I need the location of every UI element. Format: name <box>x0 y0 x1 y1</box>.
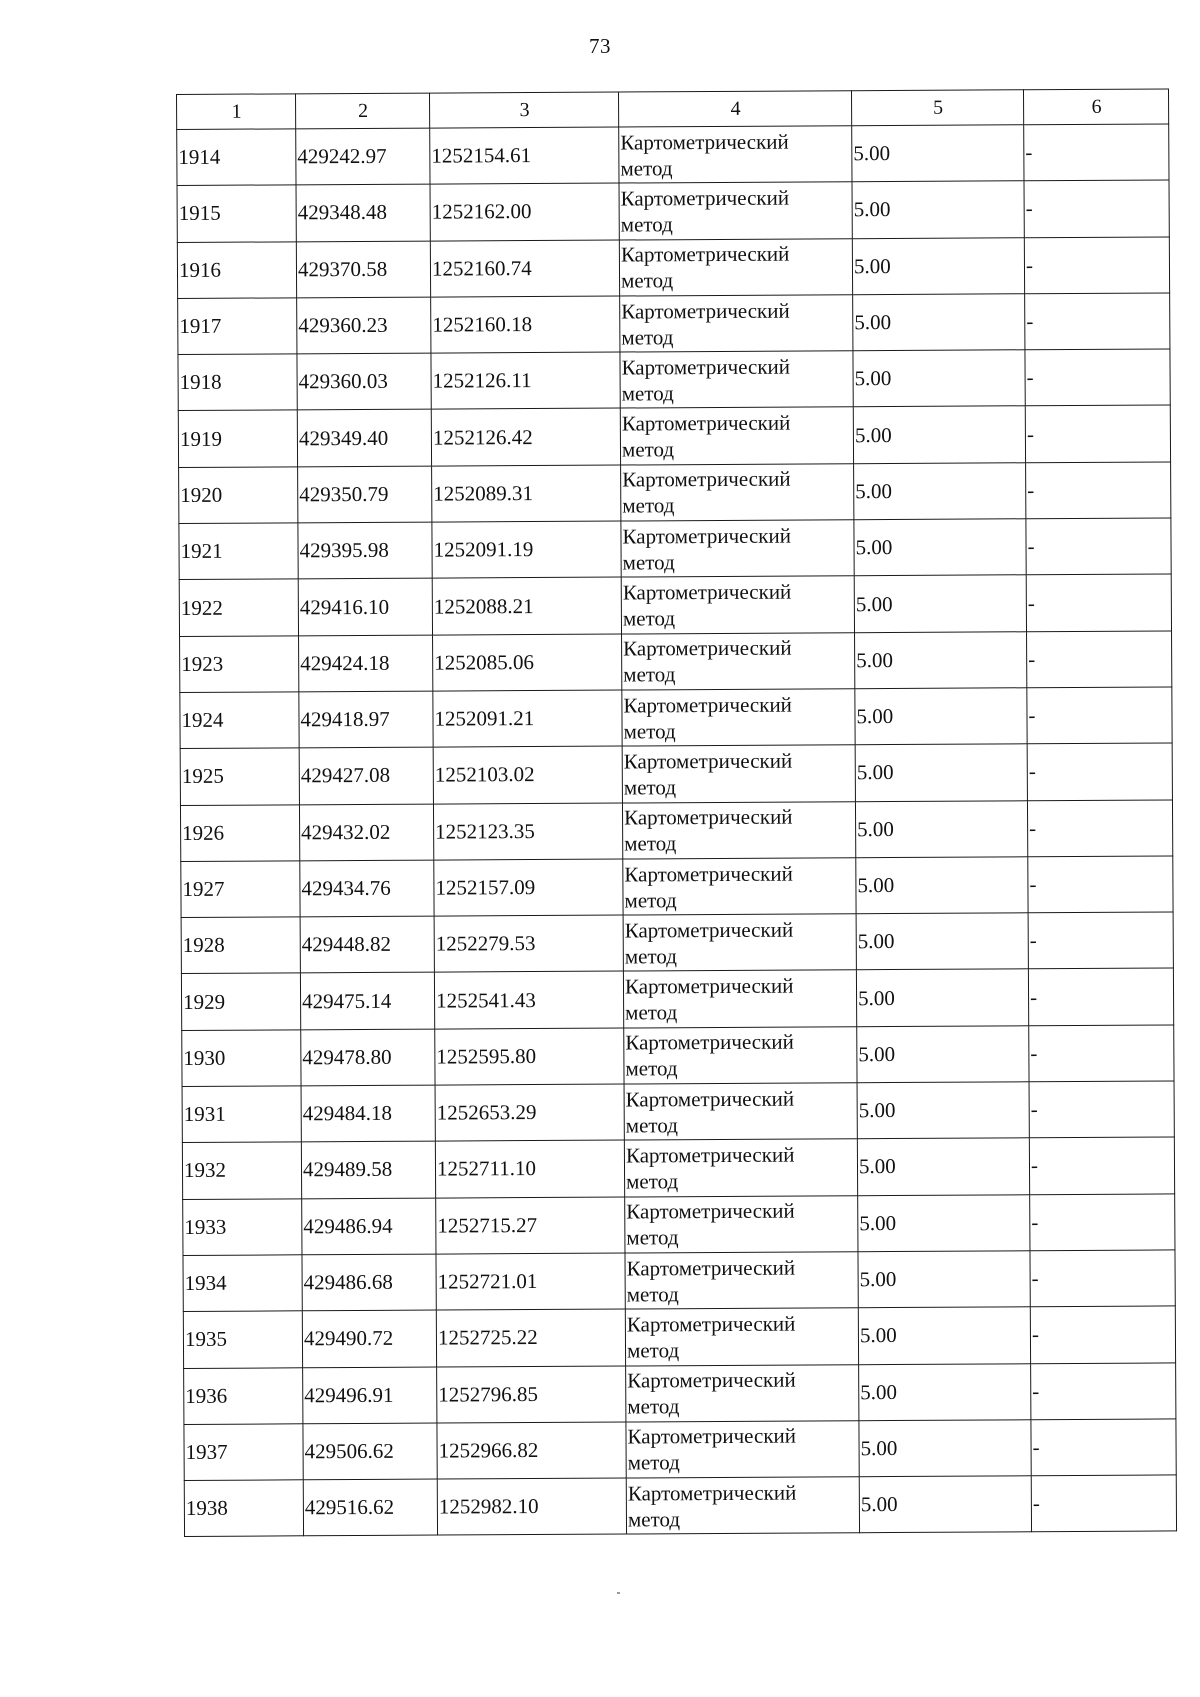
table-row <box>177 237 1169 299</box>
x-coordinate-cell: 429360.03 <box>297 353 431 410</box>
method-cell <box>623 858 856 916</box>
method-cell <box>622 632 855 690</box>
table-row <box>183 1306 1175 1368</box>
note-cell: - <box>1026 574 1171 631</box>
x-coordinate-cell: 429395.98 <box>298 522 432 579</box>
method-cell <box>625 1195 858 1253</box>
method-cell <box>620 295 853 353</box>
method-line-2: метод <box>626 1281 679 1307</box>
column-header: 4 <box>618 91 851 127</box>
y-coordinate-cell: 1252711.10 <box>435 1140 624 1197</box>
accuracy-cell: 5.00 <box>856 969 1028 1026</box>
x-coordinate-cell: 429418.97 <box>299 691 433 748</box>
accuracy-cell: 5.00 <box>853 406 1025 463</box>
table-row <box>180 743 1172 805</box>
table-row <box>179 518 1171 580</box>
column-header: 1 <box>177 94 296 130</box>
method-line-2: метод <box>627 1450 680 1475</box>
method-line-2: метод <box>622 493 675 518</box>
accuracy-cell: 5.00 <box>857 1138 1029 1195</box>
y-coordinate-cell: 1252595.80 <box>435 1028 624 1085</box>
method-line-2: метод <box>625 1056 678 1081</box>
method-line-1: Картометрический <box>621 354 791 380</box>
point-number-cell: 1926 <box>180 804 299 861</box>
point-number-cell: 1914 <box>177 129 296 186</box>
column-header: 6 <box>1023 89 1168 125</box>
method-line-2: метод <box>621 324 674 350</box>
method-line-1: Картометрический <box>621 298 790 324</box>
table-row <box>181 912 1173 974</box>
note-cell: - <box>1030 1194 1175 1251</box>
table-row <box>178 349 1170 411</box>
method-cell <box>626 1477 859 1535</box>
method-line-2: метод <box>627 1506 681 1532</box>
accuracy-cell: 5.00 <box>853 350 1025 407</box>
table-row <box>180 687 1172 749</box>
x-coordinate-cell: 429489.58 <box>301 1141 435 1198</box>
method-cell <box>626 1364 859 1422</box>
method-line-1: Картометрический <box>622 579 792 605</box>
method-line-2: метод <box>626 1338 680 1363</box>
y-coordinate-cell: 1252085.06 <box>433 634 622 691</box>
note-cell: - <box>1029 1025 1174 1082</box>
y-coordinate-cell: 1252157.09 <box>434 859 623 916</box>
y-coordinate-cell: 1252103.02 <box>433 746 622 803</box>
table-row <box>181 968 1173 1030</box>
method-line-1: Картометрический <box>626 1198 795 1224</box>
note-cell: - <box>1027 800 1172 857</box>
note-cell: - <box>1029 1081 1174 1138</box>
method-line-1: Картометрический <box>623 692 792 718</box>
table-row <box>184 1362 1176 1424</box>
point-number-cell: 1938 <box>184 1480 303 1537</box>
method-cell <box>621 520 854 578</box>
x-coordinate-cell: 429242.97 <box>296 128 430 185</box>
y-coordinate-cell: 1252089.31 <box>432 465 621 522</box>
table-row <box>178 293 1170 355</box>
method-line-2: метод <box>621 381 674 406</box>
note-cell: - <box>1028 968 1173 1025</box>
method-line-1: Картометрический <box>623 748 793 774</box>
note-cell: - <box>1027 631 1172 688</box>
coordinates-table <box>176 88 1177 1537</box>
accuracy-cell: 5.00 <box>855 631 1027 688</box>
point-number-cell: 1916 <box>177 241 296 298</box>
column-header: 5 <box>851 90 1023 126</box>
method-line-1: Картометрический <box>623 804 793 830</box>
note-cell: - <box>1026 462 1171 519</box>
method-line-1: Картометрический <box>625 1029 794 1055</box>
method-line-1: Картометрический <box>620 185 790 211</box>
method-line-1: Картометрический <box>627 1367 796 1393</box>
x-coordinate-cell: 429486.68 <box>302 1254 436 1311</box>
accuracy-cell: 5.00 <box>855 744 1027 801</box>
note-cell: - <box>1024 180 1169 237</box>
method-cell <box>625 1308 858 1366</box>
table-row <box>180 631 1172 693</box>
method-line-1: Картометрический <box>621 410 791 436</box>
point-number-cell: 1921 <box>179 523 298 580</box>
x-coordinate-cell: 429475.14 <box>300 973 434 1030</box>
accuracy-cell: 5.00 <box>854 463 1026 520</box>
x-coordinate-cell: 429360.23 <box>297 297 431 354</box>
method-line-2: метод <box>624 887 677 913</box>
point-number-cell: 1923 <box>180 635 299 692</box>
y-coordinate-cell: 1252982.10 <box>437 1478 626 1535</box>
accuracy-cell: 5.00 <box>859 1363 1031 1420</box>
x-coordinate-cell: 429478.80 <box>301 1029 435 1086</box>
y-coordinate-cell: 1252721.01 <box>436 1253 625 1310</box>
table-header <box>177 89 1169 130</box>
accuracy-cell: 5.00 <box>857 1026 1029 1083</box>
method-cell <box>625 1252 858 1310</box>
x-coordinate-cell: 429490.72 <box>302 1310 436 1367</box>
table-row <box>178 405 1170 467</box>
x-coordinate-cell: 429506.62 <box>303 1423 437 1480</box>
x-coordinate-cell: 429432.02 <box>299 804 433 861</box>
point-number-cell: 1936 <box>184 1367 303 1424</box>
accuracy-cell: 5.00 <box>858 1307 1030 1364</box>
accuracy-cell: 5.00 <box>854 519 1026 576</box>
y-coordinate-cell: 1252091.21 <box>433 690 622 747</box>
point-number-cell: 1924 <box>180 692 299 749</box>
method-cell <box>623 970 856 1028</box>
y-coordinate-cell: 1252160.18 <box>431 296 620 353</box>
method-cell <box>624 1083 857 1141</box>
method-cell <box>619 238 852 296</box>
method-line-2: метод <box>625 1000 678 1025</box>
method-line-2: метод <box>621 437 675 462</box>
point-number-cell: 1917 <box>178 298 297 355</box>
note-cell: - <box>1028 912 1173 969</box>
note-cell: - <box>1031 1419 1176 1476</box>
table-row <box>177 124 1169 186</box>
point-number-cell: 1922 <box>179 579 298 636</box>
method-line-1: Картометрический <box>627 1480 797 1506</box>
point-number-cell: 1925 <box>180 748 299 805</box>
y-coordinate-cell: 1252162.00 <box>430 183 619 240</box>
accuracy-cell: 5.00 <box>852 237 1024 294</box>
table-row <box>182 1081 1174 1143</box>
method-line-2: метод <box>620 155 673 181</box>
accuracy-cell: 5.00 <box>856 913 1028 970</box>
note-cell: - <box>1025 293 1170 350</box>
accuracy-cell: 5.00 <box>853 294 1025 351</box>
note-cell: - <box>1031 1362 1176 1419</box>
accuracy-cell: 5.00 <box>854 575 1026 632</box>
accuracy-cell: 5.00 <box>852 181 1024 238</box>
method-cell <box>624 1026 857 1084</box>
x-coordinate-cell: 429496.91 <box>303 1367 437 1424</box>
method-cell <box>622 801 855 859</box>
method-cell <box>622 745 855 803</box>
y-coordinate-cell: 1252715.27 <box>436 1197 625 1254</box>
y-coordinate-cell: 1252088.21 <box>432 577 621 634</box>
y-coordinate-cell: 1252653.29 <box>435 1084 624 1141</box>
note-cell: - <box>1024 237 1169 294</box>
point-number-cell: 1931 <box>182 1086 301 1143</box>
x-coordinate-cell: 429350.79 <box>298 466 432 523</box>
method-line-1: Картометрический <box>625 1086 795 1112</box>
note-cell: - <box>1025 349 1170 406</box>
accuracy-cell: 5.00 <box>856 857 1028 914</box>
method-line-2: метод <box>623 718 676 744</box>
x-coordinate-cell: 429416.10 <box>298 578 432 635</box>
y-coordinate-cell: 1252725.22 <box>436 1309 625 1366</box>
method-line-1: Картометрический <box>623 635 792 661</box>
method-line-2: метод <box>625 1112 678 1138</box>
scan-speck <box>617 1592 620 1594</box>
point-number-cell: 1933 <box>183 1198 302 1255</box>
method-line-2: метод <box>623 662 676 687</box>
table-row <box>177 180 1169 242</box>
y-coordinate-cell: 1252541.43 <box>434 971 623 1028</box>
note-cell: - <box>1030 1250 1175 1307</box>
method-line-1: Картометрический <box>626 1255 796 1281</box>
note-cell: - <box>1028 856 1173 913</box>
point-number-cell: 1915 <box>177 185 296 242</box>
accuracy-cell: 5.00 <box>855 688 1027 745</box>
method-line-1: Картометрический <box>624 973 794 999</box>
method-line-2: метод <box>624 831 677 856</box>
accuracy-cell: 5.00 <box>859 1476 1031 1533</box>
table-row <box>182 1137 1174 1199</box>
note-cell: - <box>1027 687 1172 744</box>
table-row <box>184 1419 1176 1481</box>
note-cell: - <box>1027 743 1172 800</box>
table-row <box>183 1250 1175 1312</box>
table-row <box>181 856 1173 918</box>
header-row <box>177 89 1169 130</box>
method-line-2: метод <box>622 549 675 575</box>
point-number-cell: 1919 <box>178 410 297 467</box>
accuracy-cell: 5.00 <box>858 1251 1030 1308</box>
method-line-1: Картометрический <box>625 1142 795 1168</box>
accuracy-cell: 5.00 <box>858 1194 1030 1251</box>
method-line-1: Картометрический <box>624 861 793 887</box>
method-line-1: Картометрический <box>622 523 792 549</box>
x-coordinate-cell: 429370.58 <box>296 241 430 298</box>
method-cell <box>621 576 854 634</box>
column-header: 2 <box>296 93 430 129</box>
accuracy-cell: 5.00 <box>859 1420 1031 1477</box>
method-cell <box>619 126 852 184</box>
point-number-cell: 1927 <box>181 861 300 918</box>
point-number-cell: 1935 <box>183 1311 302 1368</box>
x-coordinate-cell: 429434.76 <box>300 860 434 917</box>
note-cell: - <box>1029 1137 1174 1194</box>
method-cell <box>620 351 853 409</box>
x-coordinate-cell: 429516.62 <box>303 1479 437 1536</box>
y-coordinate-cell: 1252126.42 <box>431 409 620 466</box>
accuracy-cell: 5.00 <box>857 1082 1029 1139</box>
table-row <box>179 574 1171 636</box>
method-cell <box>624 1139 857 1197</box>
table-row <box>182 1025 1174 1087</box>
x-coordinate-cell: 429348.48 <box>296 184 430 241</box>
x-coordinate-cell: 429448.82 <box>300 916 434 973</box>
table-row <box>183 1194 1175 1256</box>
table-body <box>177 124 1177 1537</box>
method-line-2: метод <box>624 944 677 969</box>
method-cell <box>621 464 854 522</box>
note-cell: - <box>1025 405 1170 462</box>
table-row <box>180 800 1172 862</box>
y-coordinate-cell: 1252126.11 <box>431 352 620 409</box>
y-coordinate-cell: 1252966.82 <box>437 1422 626 1479</box>
method-cell <box>619 182 852 240</box>
note-cell: - <box>1024 124 1169 181</box>
method-line-2: метод <box>623 775 677 800</box>
point-number-cell: 1937 <box>184 1424 303 1481</box>
table-row <box>179 462 1171 524</box>
x-coordinate-cell: 429349.40 <box>297 410 431 467</box>
method-line-2: метод <box>620 212 673 237</box>
method-line-2: метод <box>622 606 676 631</box>
y-coordinate-cell: 1252154.61 <box>430 127 619 184</box>
y-coordinate-cell: 1252160.74 <box>430 240 619 297</box>
method-line-1: Картометрический <box>624 917 794 943</box>
note-cell: - <box>1026 518 1171 575</box>
point-number-cell: 1934 <box>183 1255 302 1312</box>
x-coordinate-cell: 429424.18 <box>299 635 433 692</box>
method-cell <box>626 1421 859 1479</box>
note-cell: - <box>1031 1475 1176 1532</box>
x-coordinate-cell: 429486.94 <box>302 1198 436 1255</box>
point-number-cell: 1920 <box>179 467 298 524</box>
point-number-cell: 1918 <box>178 354 297 411</box>
x-coordinate-cell: 429484.18 <box>301 1085 435 1142</box>
page-number: 73 <box>589 34 611 58</box>
point-number-cell: 1929 <box>181 973 300 1030</box>
method-line-2: метод <box>627 1394 680 1419</box>
y-coordinate-cell: 1252279.53 <box>434 915 623 972</box>
y-coordinate-cell: 1252796.85 <box>437 1366 626 1423</box>
method-line-1: Картометрический <box>627 1424 797 1449</box>
column-header: 3 <box>429 92 618 128</box>
method-cell <box>623 914 856 972</box>
point-number-cell: 1928 <box>181 917 300 974</box>
accuracy-cell: 5.00 <box>852 125 1024 182</box>
y-coordinate-cell: 1252091.19 <box>432 521 621 578</box>
method-line-1: Картометрический <box>626 1311 796 1337</box>
point-number-cell: 1930 <box>182 1030 301 1087</box>
method-line-2: метод <box>620 268 674 293</box>
point-number-cell: 1932 <box>182 1142 301 1199</box>
method-cell <box>620 407 853 465</box>
method-line-1: Картометрический <box>622 466 791 492</box>
x-coordinate-cell: 429427.08 <box>299 747 433 804</box>
method-cell <box>622 689 855 747</box>
accuracy-cell: 5.00 <box>855 800 1027 857</box>
table-row <box>184 1475 1176 1537</box>
method-line-1: Картометрический <box>620 241 790 267</box>
y-coordinate-cell: 1252123.35 <box>433 803 622 860</box>
method-line-1: Картометрический <box>620 129 789 155</box>
note-cell: - <box>1030 1306 1175 1363</box>
method-line-2: метод <box>626 1169 679 1194</box>
method-line-2: метод <box>626 1225 679 1250</box>
